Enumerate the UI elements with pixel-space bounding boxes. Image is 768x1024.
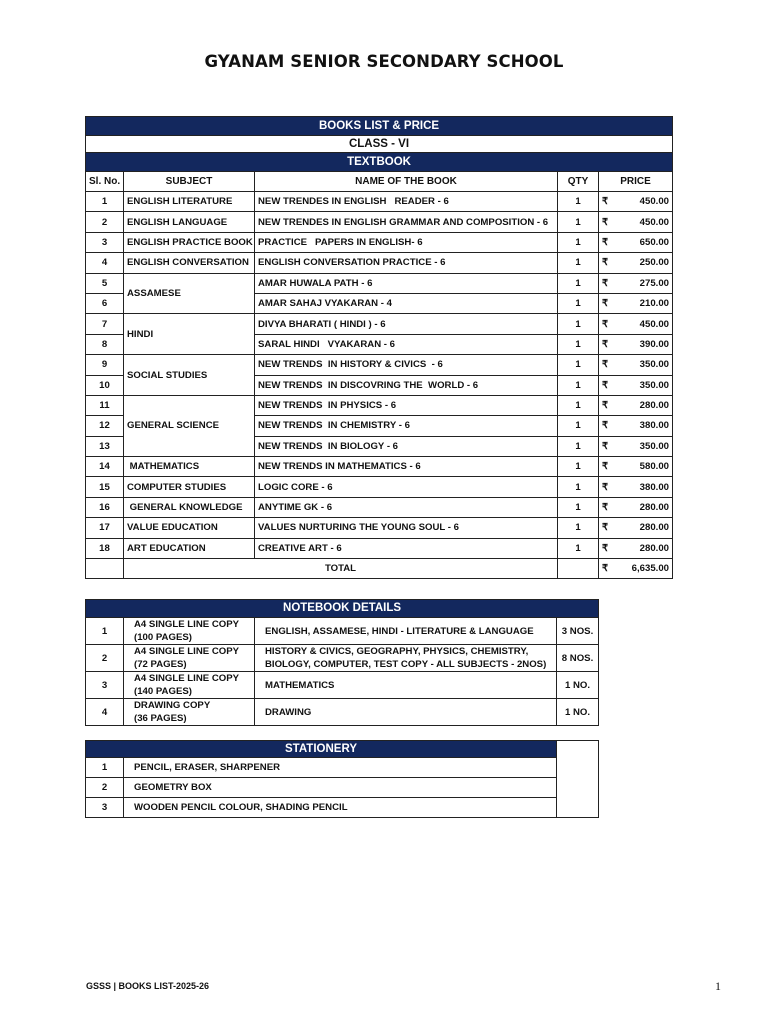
sl-no-cell: 3	[86, 232, 124, 252]
sl-no-cell: 17	[86, 518, 124, 538]
book-name-cell: DIVYA BHARATI ( HINDI ) - 6	[255, 314, 558, 334]
price-cell	[599, 334, 673, 354]
price-value: 280.00	[639, 502, 670, 514]
subject-cell: VALUE EDUCATION	[124, 518, 255, 538]
qty-cell: 1	[558, 497, 599, 517]
qty-cell: 1	[558, 436, 599, 456]
table-row	[86, 497, 673, 517]
price-cell	[599, 477, 673, 497]
price-value: 390.00	[639, 338, 670, 350]
page-number: 1	[715, 979, 721, 993]
stationery-blank-cell	[557, 741, 599, 818]
sl-no-cell: 12	[86, 416, 124, 436]
total-value: 6,635.00	[631, 563, 670, 575]
price-value: 280.00	[639, 522, 670, 534]
price-value: 580.00	[639, 461, 670, 473]
sl-no-cell: 8	[86, 334, 124, 354]
rupee-symbol: ₹	[602, 298, 609, 310]
book-name-cell: AMAR SAHAJ VYAKARAN - 4	[255, 293, 558, 313]
sl-no-cell: 13	[86, 436, 124, 456]
sl-no-cell: 3	[86, 672, 124, 699]
qty-cell: 1	[558, 416, 599, 436]
sl-no-cell: 7	[86, 314, 124, 334]
rupee-symbol: ₹	[602, 542, 609, 554]
total-row	[86, 559, 673, 579]
price-value: 250.00	[639, 257, 670, 269]
subject-line: MATHEMATICS	[265, 679, 335, 691]
copy-pages: (140 PAGES)	[134, 686, 192, 697]
table-row	[86, 395, 673, 415]
copy-type-cell	[124, 672, 255, 699]
notebook-qty-cell: 8 NOS.	[557, 645, 599, 672]
table-row	[86, 192, 673, 212]
book-name-cell: CREATIVE ART - 6	[255, 538, 558, 558]
subject-cell: HINDI	[124, 314, 255, 355]
copy-type: A4 SINGLE LINE COPY	[134, 646, 240, 657]
subject-cell: MATHEMATICS	[124, 457, 255, 477]
price-cell	[599, 192, 673, 212]
stationery-item-cell: PENCIL, ERASER, SHARPENER	[124, 758, 557, 778]
table-row	[86, 758, 599, 778]
book-name-cell: ANYTIME GK - 6	[255, 497, 558, 517]
stationery-table	[85, 740, 599, 818]
qty-cell: 1	[558, 273, 599, 293]
qty-cell: 1	[558, 334, 599, 354]
sl-no-cell: 10	[86, 375, 124, 395]
rupee-symbol: ₹	[602, 481, 609, 493]
total-blank-cell	[86, 559, 124, 579]
rupee-symbol: ₹	[602, 338, 609, 350]
col-price: PRICE	[599, 172, 673, 192]
sl-no-cell: 5	[86, 273, 124, 293]
table-row	[86, 273, 673, 293]
price-cell	[599, 457, 673, 477]
subject-cell: GENERAL KNOWLEDGE	[124, 497, 255, 517]
book-name-cell: NEW TRENDES IN ENGLISH READER - 6	[255, 192, 558, 212]
table-row	[86, 314, 673, 334]
sl-no-cell: 2	[86, 212, 124, 232]
table-row	[86, 618, 599, 645]
qty-cell: 1	[558, 253, 599, 273]
qty-cell: 1	[558, 395, 599, 415]
book-name-cell: NEW TRENDS IN MATHEMATICS - 6	[255, 457, 558, 477]
qty-cell: 1	[558, 293, 599, 313]
table-row	[86, 212, 673, 232]
sl-no-cell: 4	[86, 699, 124, 726]
qty-cell: 1	[558, 518, 599, 538]
book-name-cell: PRACTICE PAPERS IN ENGLISH- 6	[255, 232, 558, 252]
stationery-header: STATIONERY	[86, 741, 557, 758]
notebook-subjects-cell	[255, 699, 557, 726]
price-cell	[599, 416, 673, 436]
qty-cell: 1	[558, 477, 599, 497]
sl-no-cell: 3	[86, 798, 124, 818]
qty-cell: 1	[558, 538, 599, 558]
copy-type-cell	[124, 618, 255, 645]
price-cell	[599, 518, 673, 538]
copy-type: A4 SINGLE LINE COPY	[134, 673, 240, 684]
col-qty: QTY	[558, 172, 599, 192]
table-row	[86, 232, 673, 252]
notebook-qty-cell: 1 NO.	[557, 699, 599, 726]
rupee-symbol: ₹	[602, 440, 609, 452]
price-cell	[599, 538, 673, 558]
table-row	[86, 477, 673, 497]
price-value: 450.00	[639, 318, 670, 330]
book-name-cell: NEW TRENDS IN CHEMISTRY - 6	[255, 416, 558, 436]
qty-cell: 1	[558, 212, 599, 232]
subject-line: DRAWING	[265, 706, 312, 718]
copy-type-cell	[124, 645, 255, 672]
subject-cell: SOCIAL STUDIES	[124, 355, 255, 396]
price-cell	[599, 395, 673, 415]
price-cell	[599, 253, 673, 273]
sl-no-cell: 1	[86, 758, 124, 778]
rupee-symbol: ₹	[602, 236, 609, 248]
price-value: 350.00	[639, 379, 670, 391]
price-cell	[599, 232, 673, 252]
price-value: 450.00	[639, 196, 670, 208]
price-value: 210.00	[639, 298, 670, 310]
subject-cell: ENGLISH CONVERSATION	[124, 253, 255, 273]
table-row	[86, 778, 599, 798]
books-list-header: BOOKS LIST & PRICE	[86, 117, 673, 136]
footer-label: GSSS | BOOKS LIST-2025-26	[86, 981, 210, 991]
book-name-cell: ENGLISH CONVERSATION PRACTICE - 6	[255, 253, 558, 273]
copy-type: DRAWING COPY	[134, 700, 211, 711]
textbook-section-header: TEXTBOOK	[86, 153, 673, 172]
book-name-cell: LOGIC CORE - 6	[255, 477, 558, 497]
qty-cell: 1	[558, 192, 599, 212]
sl-no-cell: 11	[86, 395, 124, 415]
page-title: GYANAM SENIOR SECONDARY SCHOOL	[204, 52, 564, 71]
price-cell	[599, 497, 673, 517]
rupee-symbol: ₹	[602, 502, 609, 514]
book-name-cell: NEW TRENDS IN PHYSICS - 6	[255, 395, 558, 415]
sl-no-cell: 6	[86, 293, 124, 313]
price-value: 350.00	[639, 440, 670, 452]
book-name-cell: AMAR HUWALA PATH - 6	[255, 273, 558, 293]
notebook-subjects-cell	[255, 618, 557, 645]
sl-no-cell: 4	[86, 253, 124, 273]
class-label: CLASS - VI	[86, 136, 673, 153]
rupee-symbol: ₹	[602, 216, 609, 228]
table-row	[86, 699, 599, 726]
subject-line: HISTORY & CIVICS, GEOGRAPHY, PHYSICS, CHEMISTRY,	[265, 646, 529, 657]
stationery-item-cell: GEOMETRY BOX	[124, 778, 557, 798]
price-value: 450.00	[639, 216, 670, 228]
sl-no-cell: 1	[86, 192, 124, 212]
notebook-table	[85, 599, 599, 726]
rupee-symbol: ₹	[602, 522, 609, 534]
table-row	[86, 253, 673, 273]
sl-no-cell: 1	[86, 618, 124, 645]
table-row	[86, 518, 673, 538]
book-name-cell: VALUES NURTURING THE YOUNG SOUL - 6	[255, 518, 558, 538]
subject-cell: ART EDUCATION	[124, 538, 255, 558]
notebook-qty-cell: 3 NOS.	[557, 618, 599, 645]
copy-pages: (72 PAGES)	[134, 659, 187, 670]
price-value: 380.00	[639, 420, 670, 432]
sl-no-cell: 2	[86, 778, 124, 798]
subject-cell: COMPUTER STUDIES	[124, 477, 255, 497]
notebook-subjects-cell	[255, 672, 557, 699]
price-cell	[599, 314, 673, 334]
subject-line: ENGLISH, ASSAMESE, HINDI - LITERATURE & LANGUAGE	[265, 625, 534, 637]
subject-cell: ASSAMESE	[124, 273, 255, 314]
table-row	[86, 672, 599, 699]
price-cell	[599, 436, 673, 456]
col-subject: SUBJECT	[124, 172, 255, 192]
sl-no-cell: 14	[86, 457, 124, 477]
price-value: 380.00	[639, 481, 670, 493]
price-cell	[599, 293, 673, 313]
table-row	[86, 798, 599, 818]
qty-cell: 1	[558, 232, 599, 252]
notebook-header: NOTEBOOK DETAILS	[86, 600, 599, 618]
rupee-symbol: ₹	[602, 563, 609, 575]
rupee-symbol: ₹	[602, 257, 609, 269]
price-cell	[599, 273, 673, 293]
book-name-cell: NEW TRENDS IN BIOLOGY - 6	[255, 436, 558, 456]
price-value: 280.00	[639, 542, 670, 554]
notebook-subjects-cell	[255, 645, 557, 672]
qty-cell: 1	[558, 355, 599, 375]
sl-no-cell: 18	[86, 538, 124, 558]
price-cell	[599, 375, 673, 395]
total-price-cell	[599, 559, 673, 579]
sl-no-cell: 2	[86, 645, 124, 672]
book-name-cell: NEW TRENDS IN HISTORY & CIVICS - 6	[255, 355, 558, 375]
copy-pages: (100 PAGES)	[134, 632, 192, 643]
book-name-cell: NEW TRENDES IN ENGLISH GRAMMAR AND COMPOSITION - 6	[255, 212, 558, 232]
copy-type-cell	[124, 699, 255, 726]
notebook-qty-cell: 1 NO.	[557, 672, 599, 699]
col-sl-no: Sl. No.	[86, 172, 124, 192]
rupee-symbol: ₹	[602, 318, 609, 330]
price-value: 280.00	[639, 400, 670, 412]
book-name-cell: NEW TRENDS IN DISCOVRING THE WORLD - 6	[255, 375, 558, 395]
sl-no-cell: 15	[86, 477, 124, 497]
table-row	[86, 355, 673, 375]
qty-cell: 1	[558, 314, 599, 334]
book-name-cell: SARAL HINDI VYAKARAN - 6	[255, 334, 558, 354]
subject-cell: GENERAL SCIENCE	[124, 395, 255, 456]
copy-pages: (36 PAGES)	[134, 713, 187, 724]
rupee-symbol: ₹	[602, 196, 609, 208]
rupee-symbol: ₹	[602, 277, 609, 289]
rupee-symbol: ₹	[602, 379, 609, 391]
subject-cell: ENGLISH LANGUAGE	[124, 212, 255, 232]
subject-cell: ENGLISH LITERATURE	[124, 192, 255, 212]
price-value: 275.00	[639, 277, 670, 289]
stationery-item-cell: WOODEN PENCIL COLOUR, SHADING PENCIL	[124, 798, 557, 818]
qty-cell: 1	[558, 457, 599, 477]
table-row	[86, 538, 673, 558]
sl-no-cell: 9	[86, 355, 124, 375]
rupee-symbol: ₹	[602, 420, 609, 432]
col-book-name: NAME OF THE BOOK	[255, 172, 558, 192]
total-label: TOTAL	[124, 559, 558, 579]
table-row	[86, 457, 673, 477]
price-cell	[599, 355, 673, 375]
rupee-symbol: ₹	[602, 359, 609, 371]
table-row	[86, 645, 599, 672]
rupee-symbol: ₹	[602, 400, 609, 412]
subject-cell: ENGLISH PRACTICE BOOK	[124, 232, 255, 252]
rupee-symbol: ₹	[602, 461, 609, 473]
price-value: 350.00	[639, 359, 670, 371]
textbook-table	[85, 116, 673, 579]
copy-type: A4 SINGLE LINE COPY	[134, 619, 240, 630]
price-cell	[599, 212, 673, 232]
sl-no-cell: 16	[86, 497, 124, 517]
total-qty-blank	[558, 559, 599, 579]
price-value: 650.00	[639, 236, 670, 248]
subject-line: BIOLOGY, COMPUTER, TEST COPY - ALL SUBJECTS - 2NOS)	[265, 659, 547, 670]
qty-cell: 1	[558, 375, 599, 395]
